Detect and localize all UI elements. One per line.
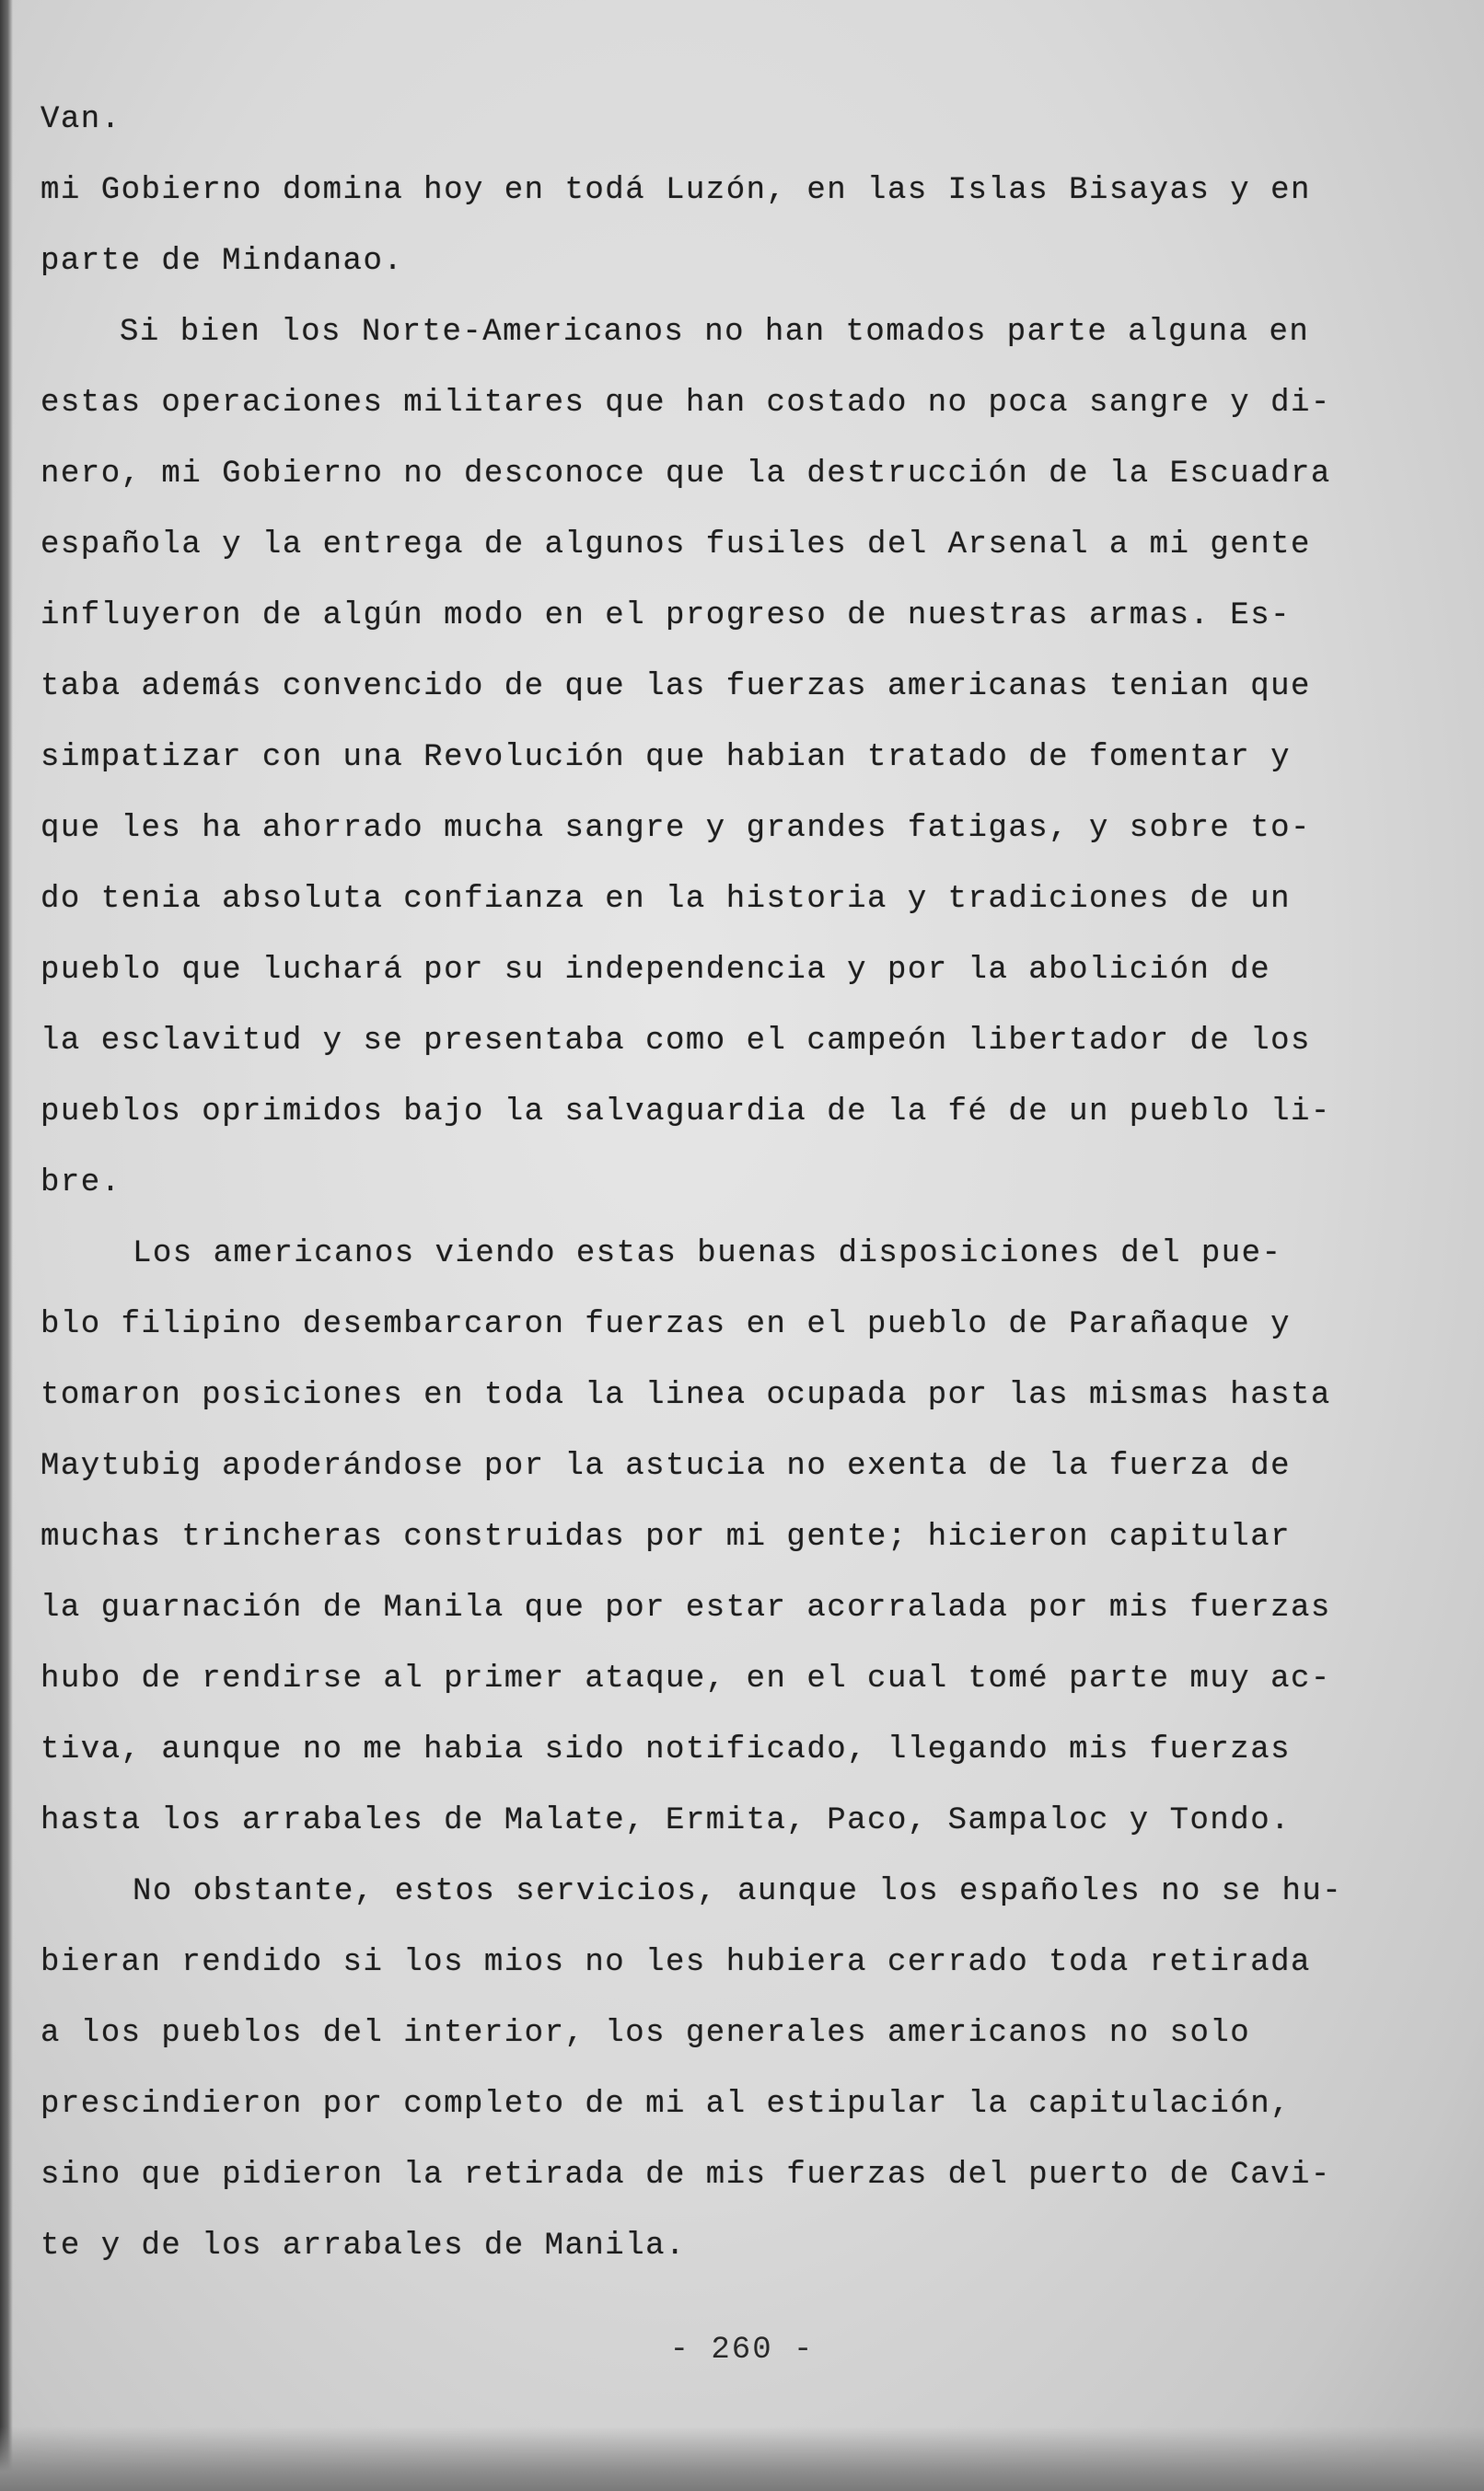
text-line: que les ha ahorrado mucha sangre y grandes fatigas, y sobre to- [41,811,1311,846]
typewritten-text-block [41,85,1421,2282]
text-line: española y la entrega de algunos fusiles del Arsenal a mi gente [41,527,1311,562]
text-line: tomaron posiciones en toda la linea ocupada por las mismas hasta [41,1378,1331,1413]
scan-bottom-edge [0,2427,1484,2491]
text-line: tiva, aunque no me habia sido notificado, llegando mis fuerzas [41,1732,1292,1767]
text-line: bre. [41,1165,122,1200]
text-line: parte de Mindanao. [41,244,404,279]
text-line: sino que pidieron la retirada de mis fuerzas del puerto de Cavi- [41,2158,1331,2193]
text-line: muchas trincheras construidas por mi gente; hicieron capitular [41,1520,1292,1555]
text-line: Maytubig apoderándose por la astucia no exenta de la fuerza de [41,1449,1292,1484]
text-line: nero, mi Gobierno no desconoce que la destrucción de la Escuadra [41,457,1331,492]
text-line: hubo de rendirse al primer ataque, en el cual tomé parte muy ac- [41,1662,1331,1697]
text-line: influyeron de algún modo en el progreso de nuestras armas. Es- [41,598,1292,633]
paragraph-start-line: No obstante, estos servicios, aunque los españoles no se hu- [133,1874,1343,1909]
text-line: pueblo que luchará por su independencia y por la abolición de [41,953,1271,988]
text-line: pueblos oprimidos bajo la salvaguardia de la fé de un pueblo li- [41,1095,1331,1130]
paragraph-start-line: Si bien los Norte-Americanos no han tomados parte alguna en [120,315,1310,350]
text-line: mi Gobierno domina hoy en todá Luzón, en las Islas Bisayas y en [41,173,1311,208]
text-line: te y de los arrabales de Manila. [41,2229,686,2264]
page-number: - 260 - [669,2333,815,2368]
header-mark: Van. [41,102,122,137]
paragraph-start-line: Los americanos viendo estas buenas disposiciones del pue- [133,1236,1282,1271]
text-line: simpatizar con una Revolución que habian tratado de fomentar y [41,740,1292,775]
text-line: estas operaciones militares que han costado no poca sangre y di- [41,386,1331,421]
text-line: taba además convencido de que las fuerzas americanas tenian que [41,669,1311,704]
text-line: blo filipino desembarcaron fuerzas en el pueblo de Parañaque y [41,1307,1292,1342]
text-line: la guarnación de Manila que por estar acorralada por mis fuerzas [41,1591,1331,1626]
text-line: la esclavitud y se presentaba como el campeón libertador de los [41,1024,1311,1059]
text-line: do tenia absoluta confianza en la historia y tradiciones de un [41,882,1292,917]
text-line: hasta los arrabales de Malate, Ermita, Paco, Sampaloc y Tondo. [41,1803,1292,1838]
text-line: a los pueblos del interior, los generales americanos no solo [41,2016,1251,2051]
page-edge-shadow [0,0,13,2491]
text-line: bieran rendido si los mios no les hubiera cerrado toda retirada [41,1945,1311,1980]
text-line: prescindieron por completo de mi al estipular la capitulación, [41,2087,1292,2122]
